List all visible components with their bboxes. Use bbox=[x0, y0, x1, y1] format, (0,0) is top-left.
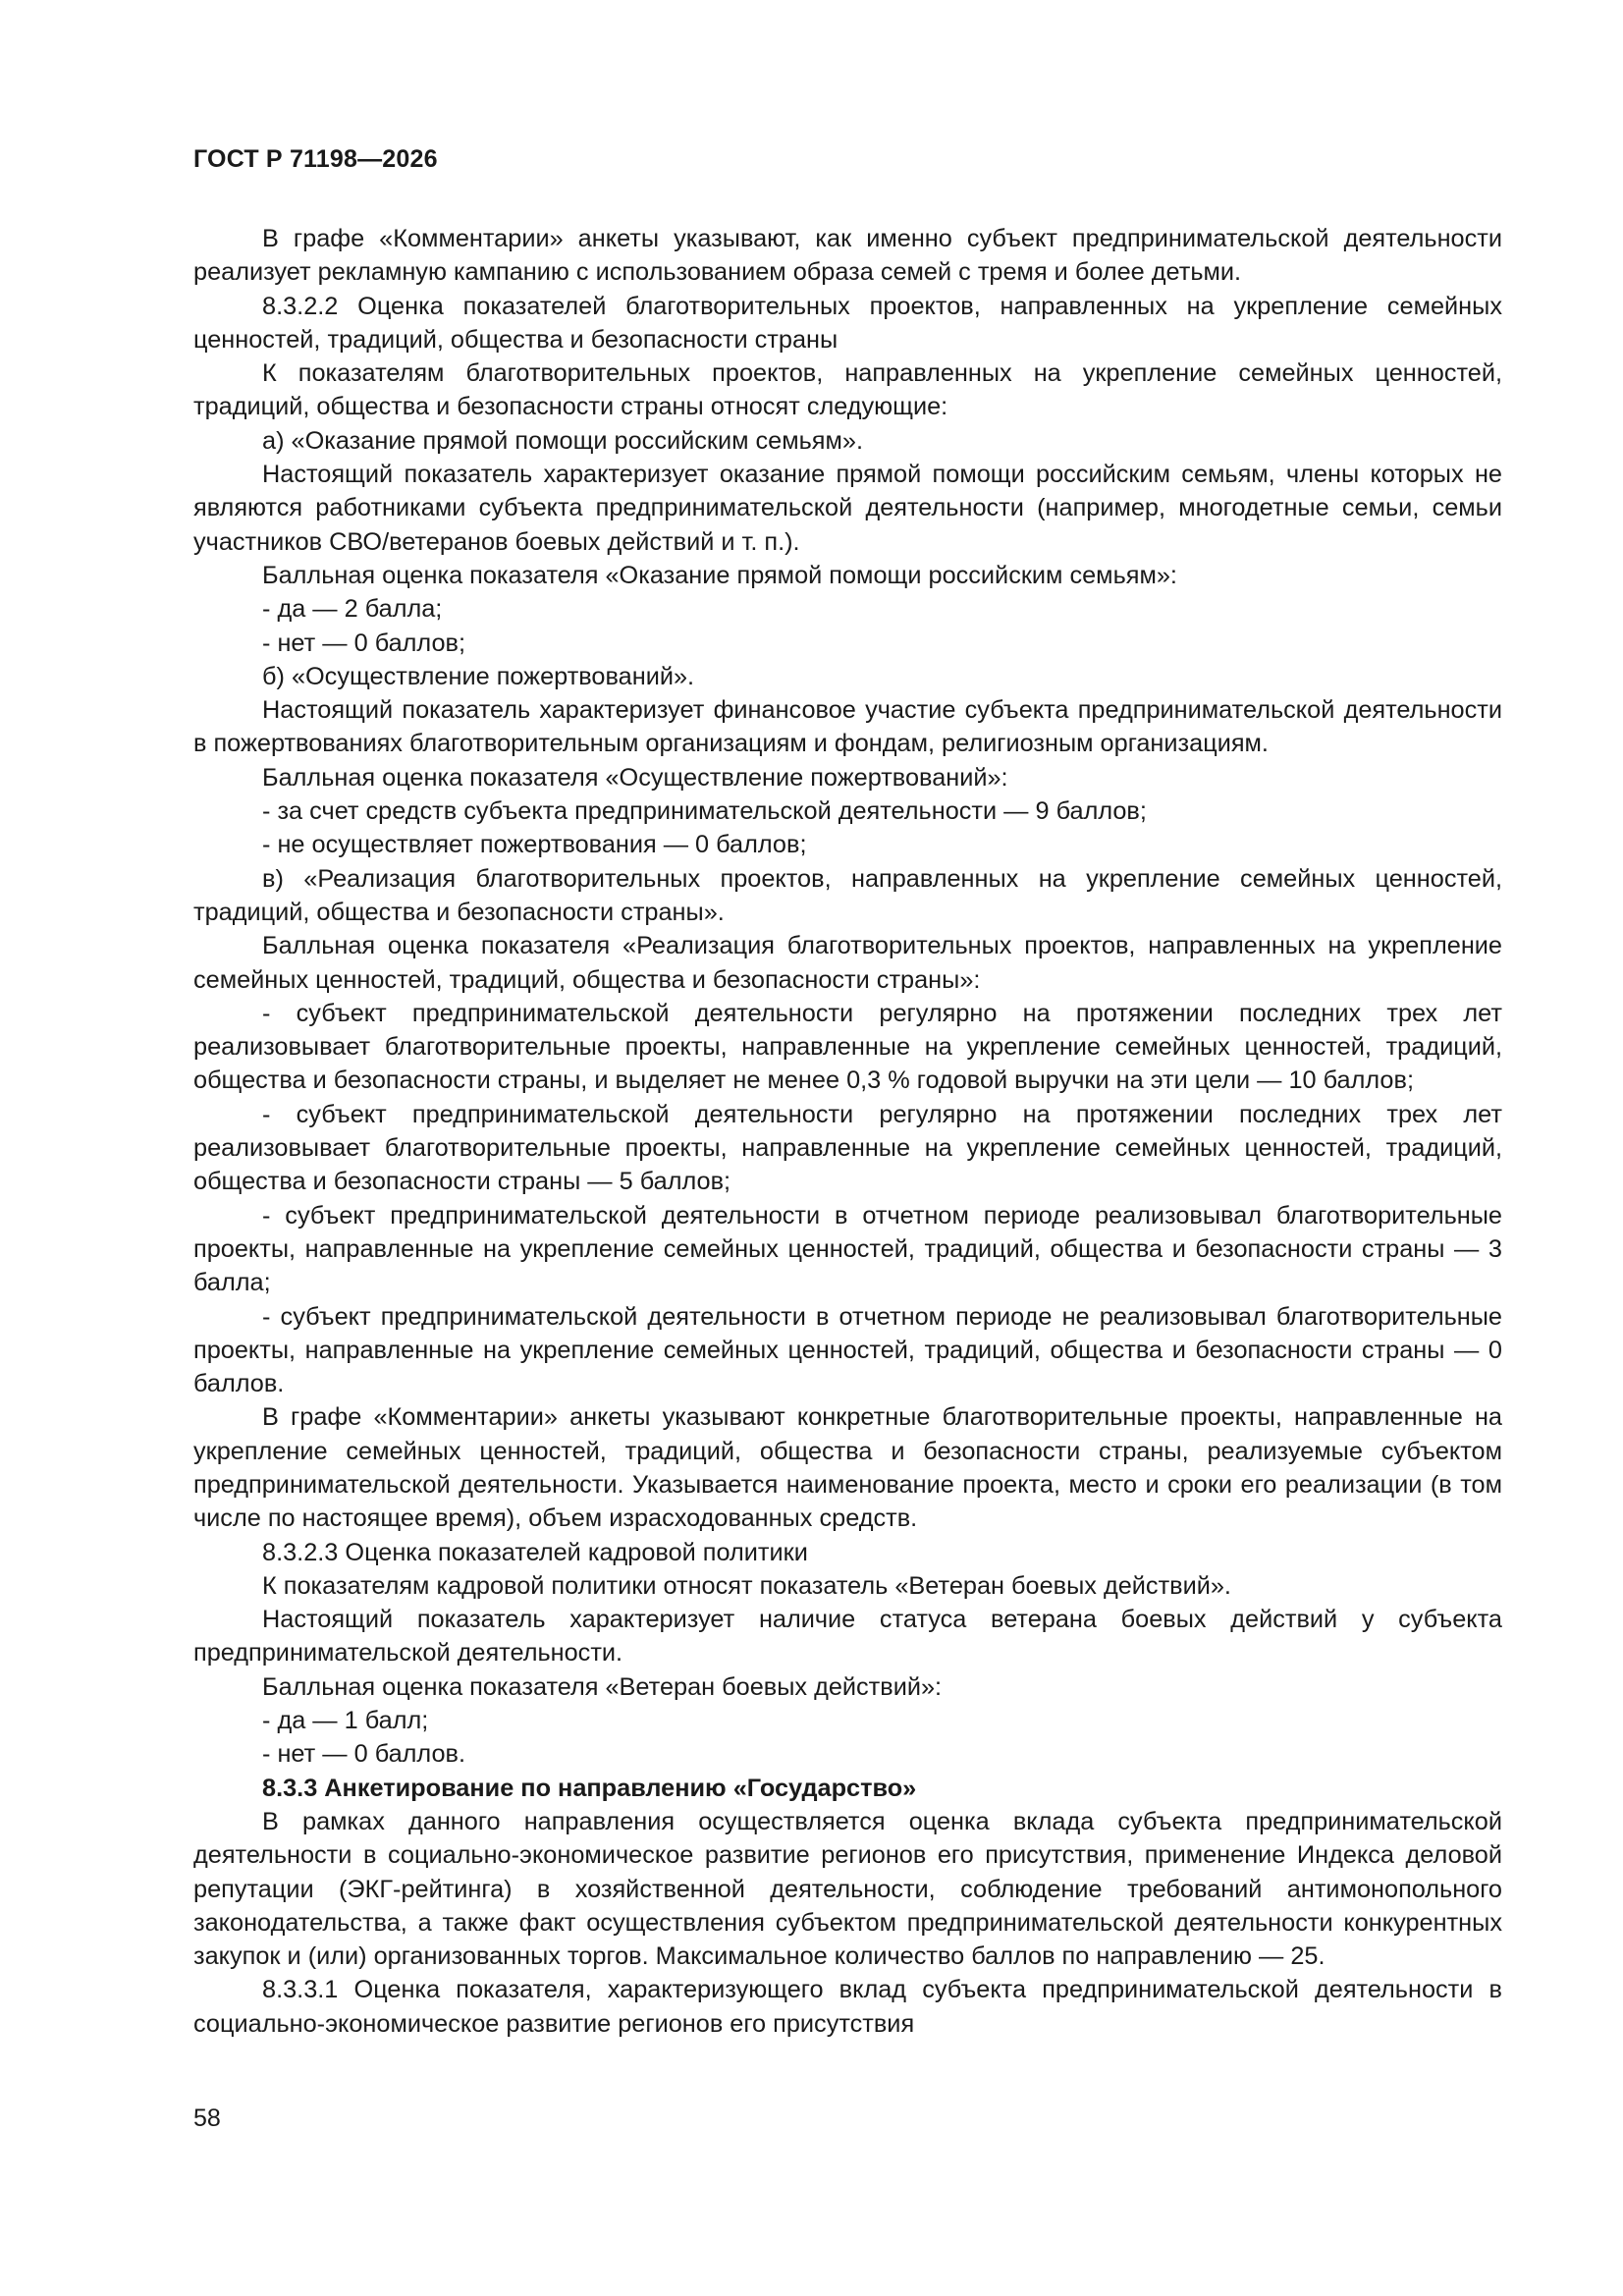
paragraph: Настоящий показатель характеризует наличие статуса ветерана боевых действий у субъекта предпринимательской деятельности. bbox=[193, 1606, 1502, 1667]
paragraph: Настоящий показатель характеризует оказание прямой помощи российским семьям, члены которых не являются работниками субъекта предпринимательской деятельности (например, многодетные семьи, семьи участников СВО/ветеранов боевых действий и т. п.). bbox=[193, 461, 1502, 556]
list-item: - да — 2 балла; bbox=[262, 595, 443, 624]
paragraph: Балльная оценка показателя «Ветеран боевых действий»: bbox=[262, 1672, 943, 1701]
list-item: - нет — 0 баллов. bbox=[262, 1740, 466, 1769]
list-item: - субъект предпринимательской деятельности регулярно на протяжении последних трех лет реализовывает благотворительные проекты, направленные на укрепление семейных ценностей, традиций, общества и безопасности страны — 5 баллов; bbox=[193, 1100, 1502, 1196]
paragraph: В рамках данного направления осуществляется оценка вклада субъекта предпринимательской деятельности в социально-экономическое развитие регионов его присутствия, применение Индекса деловой репутации (ЭКГ-рейтинга) в хозяйственной деятельности, соблюдение требований антимонопольного законодательства, а также факт осуществления субъектом предпринимательской деятельности конкурентных закупок и (или) организованных торгов. Максимальное количество баллов по направлению — 25. bbox=[193, 1807, 1502, 1971]
paragraph: К показателям благотворительных проектов, направленных на укрепление семейных ценностей, традиций, общества и безопасности страны относят следующие: bbox=[193, 359, 1502, 421]
list-item: б) «Осуществление пожертвований». bbox=[262, 662, 695, 690]
paragraph: Настоящий показатель характеризует финансовое участие субъекта предпринимательской деятельности в пожертвованиях благотворительным организациям и фондам, религиозным организациям. bbox=[193, 696, 1502, 758]
paragraph: Балльная оценка показателя «Реализация благотворительных проектов, направленных на укрепление семейных ценностей, традиций, общества и безопасности страны»: bbox=[193, 932, 1502, 994]
paragraph: Балльная оценка показателя «Оказание прямой помощи российским семьям»: bbox=[262, 561, 1177, 589]
list-item: - не осуществляет пожертвования — 0 баллов; bbox=[262, 831, 807, 859]
list-item: - субъект предпринимательской деятельности регулярно на протяжении последних трех лет реализовывает благотворительные проекты, направленные на укрепление семейных ценностей, традиций, общества и безопасности страны, и выделяет не менее 0,3 % годовой выручки на эти цели — 10 баллов; bbox=[193, 999, 1502, 1095]
document-body bbox=[193, 222, 1502, 2041]
paragraph: Балльная оценка показателя «Осуществление пожертвований»: bbox=[262, 763, 1008, 792]
section-heading: 8.3.3.1 Оценка показателя, характеризующего вклад субъекта предпринимательской деятельности в социально-экономическое развитие регионов его присутствия bbox=[193, 1976, 1502, 2038]
paragraph: В графе «Комментарии» анкеты указывают конкретные благотворительные проекты, направленные на укрепление семейных ценностей, традиций, общества и безопасности страны, реализуемые субъектом предпринимательской деятельности. Указывается наименование проекта, место и сроки его реализации (в том числе по настоящее время), объем израсходованных средств. bbox=[193, 1403, 1502, 1533]
list-item: а) «Оказание прямой помощи российским семьям». bbox=[262, 426, 863, 455]
page-number: 58 bbox=[193, 2105, 221, 2132]
list-item: в) «Реализация благотворительных проектов, направленных на укрепление семейных ценностей, традиций, общества и безопасности страны». bbox=[193, 864, 1502, 926]
document-header: ГОСТ Р 71198—2026 bbox=[193, 145, 438, 173]
section-heading-bold: 8.3.3 Анкетирование по направлению «Государство» bbox=[262, 1774, 917, 1802]
list-item: - да — 1 балл; bbox=[262, 1707, 429, 1735]
section-heading: 8.3.2.2 Оценка показателей благотворительных проектов, направленных на укрепление семейных ценностей, традиций, общества и безопасности страны bbox=[193, 292, 1502, 354]
paragraph: К показателям кадровой политики относят показатель «Ветеран боевых действий». bbox=[262, 1571, 1231, 1600]
paragraph: В графе «Комментарии» анкеты указывают, как именно субъект предпринимательской деятельности реализует рекламную кампанию с использованием образа семей с тремя и более детьми. bbox=[193, 225, 1502, 287]
list-item: - субъект предпринимательской деятельности в отчетном периоде не реализовывал благотворительные проекты, направленные на укрепление семейных ценностей, традиций, общества и безопасности страны — 0 баллов. bbox=[193, 1302, 1502, 1398]
list-item: - за счет средств субъекта предпринимательской деятельности — 9 баллов; bbox=[262, 797, 1147, 826]
list-item: - субъект предпринимательской деятельности в отчетном периоде реализовывал благотворительные проекты, направленные на укрепление семейных ценностей, традиций, общества и безопасности страны — 3 балла; bbox=[193, 1201, 1502, 1297]
section-heading: 8.3.2.3 Оценка показателей кадровой политики bbox=[262, 1538, 808, 1566]
list-item: - нет — 0 баллов; bbox=[262, 629, 466, 657]
